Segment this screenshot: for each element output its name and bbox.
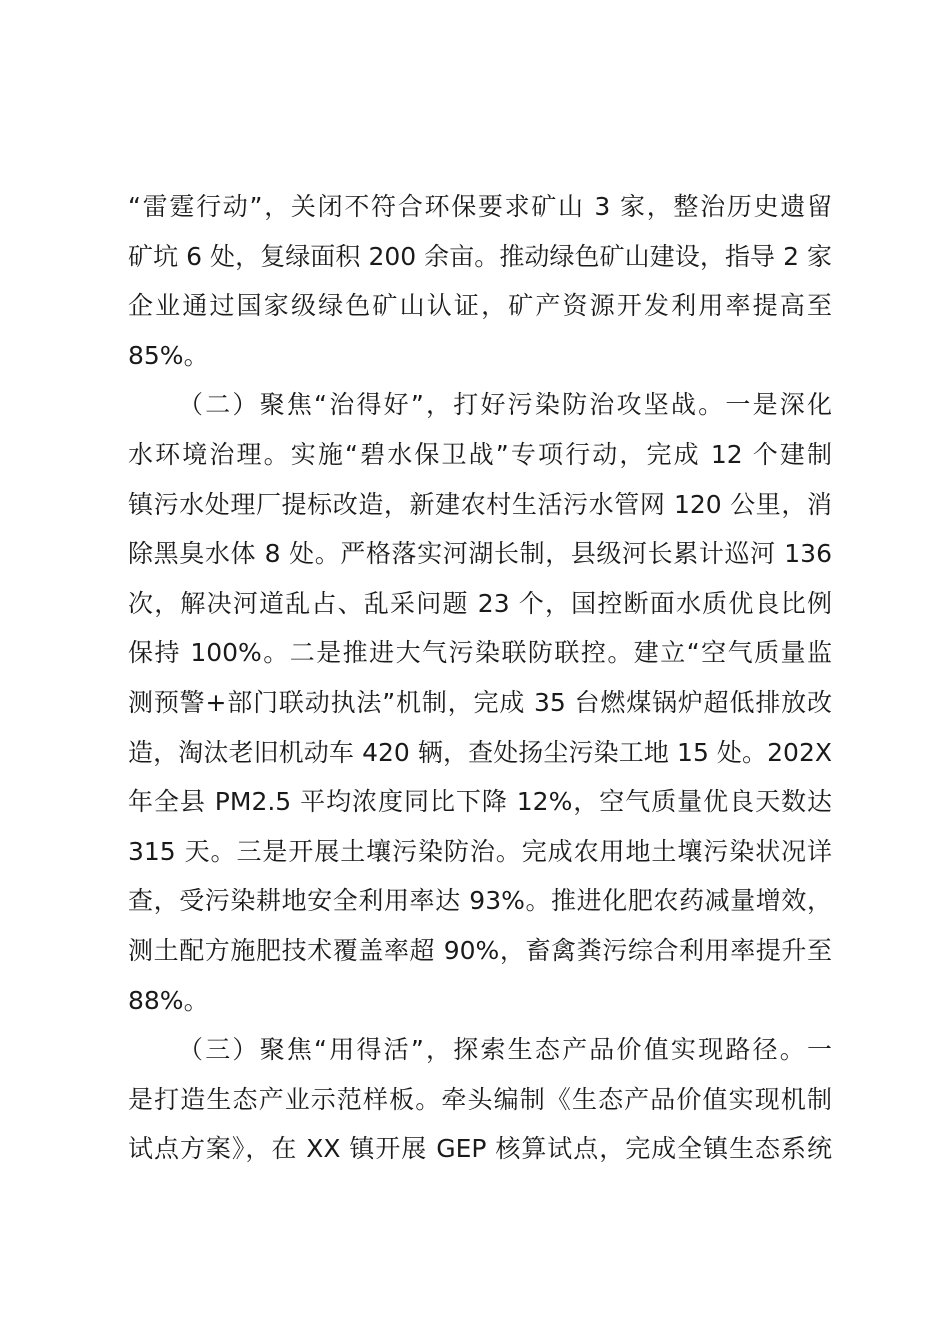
text-line: 试点方案》，在 XX 镇开展 GEP 核算试点，完成全镇生态系统 xyxy=(128,1134,832,1164)
text-line: 测土配方施肥技术覆盖率超 90%，畜禽粪污综合利用率提升至 xyxy=(128,935,832,965)
text-line: 测预警+部门联动执法”机制，完成 35 台燃煤锅炉超低排放改 xyxy=(128,687,832,717)
text-line: 造，淘汰老旧机动车 420 辆，查处扬尘污染工地 15 处。202X xyxy=(128,737,832,767)
text-line: 次，解决河道乱占、乱采问题 23 个，国控断面水质优良比例 xyxy=(128,588,832,618)
text-line: 查，受污染耕地安全利用率达 93%。推进化肥农药减量增效， xyxy=(128,886,832,916)
text-line: 88%。 xyxy=(128,985,209,1015)
text-line: 水环境治理。实施“碧水保卫战”专项行动，完成 12 个建制 xyxy=(128,439,832,469)
text-line: （三）聚焦“用得活”，探索生态产品价值实现路径。一 xyxy=(178,1035,832,1065)
text-line: 企业通过国家级绿色矿山认证，矿产资源开发利用率提高至 xyxy=(128,291,832,321)
text-line: 85%。 xyxy=(128,340,209,370)
text-line: 是打造生态产业示范样板。牵头编制《生态产品价值实现机制 xyxy=(128,1084,832,1114)
text-line: 年全县 PM2.5 平均浓度同比下降 12%，空气质量优良天数达 xyxy=(128,787,832,817)
text-line: “雷霆行动”，关闭不符合环保要求矿山 3 家，整治历史遗留 xyxy=(128,192,832,221)
text-line: （二）聚焦“治得好”，打好污染防治攻坚战。一是深化 xyxy=(178,390,832,420)
text-line: 保持 100%。二是推进大气污染联防联控。建立“空气质量监 xyxy=(128,638,832,668)
body-text xyxy=(128,182,832,1174)
text-line: 矿坑 6 处，复绿面积 200 余亩。推动绿色矿山建设，指导 2 家 xyxy=(128,241,832,271)
text-line: 315 天。三是开展土壤污染防治。完成农用地土壤污染状况详 xyxy=(128,836,832,866)
text-line: 除黑臭水体 8 处。严格落实河湖长制，县级河长累计巡河 136 xyxy=(128,539,832,569)
text-line: 镇污水处理厂提标改造，新建农村生活污水管网 120 公里，消 xyxy=(128,489,832,519)
